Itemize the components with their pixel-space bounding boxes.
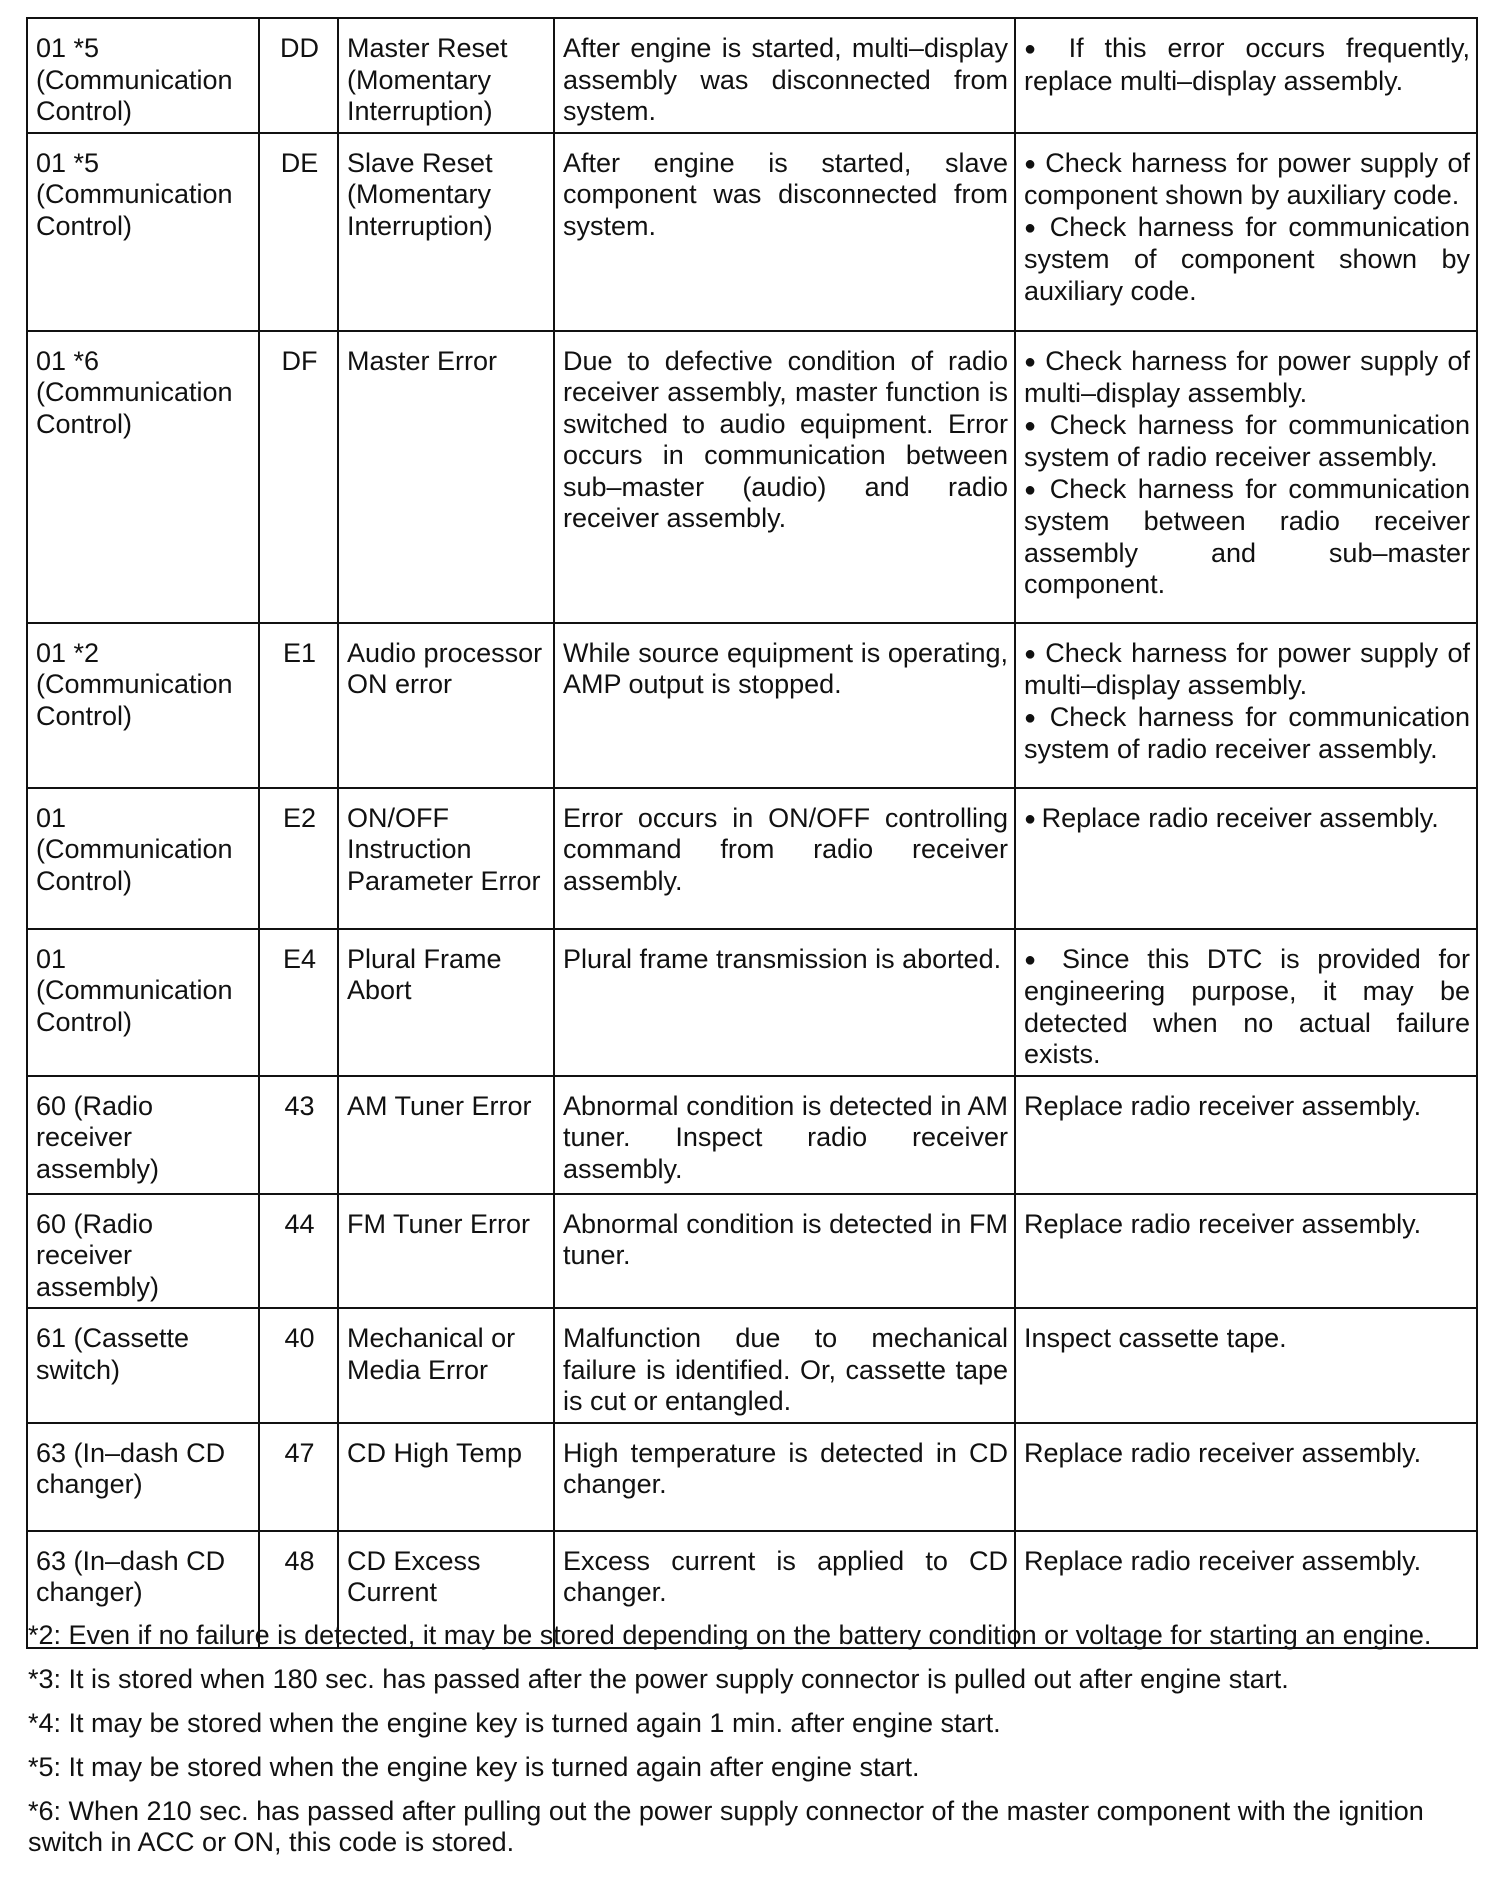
detail-cell: Error occurs in ON/OFF controlling command from radio receiver assembly.	[554, 788, 1015, 929]
action-item: ● Since this DTC is provided for engineering purpose, it may be detected when no actual failure exists.	[1024, 944, 1470, 1071]
name-cell: CD High Temp	[338, 1423, 554, 1531]
dtc-cell: 44	[259, 1194, 338, 1309]
dtc-cell: DD	[259, 18, 338, 133]
table-row	[27, 1308, 1477, 1423]
action-item: ● Check harness for communication system of radio receiver assembly.	[1024, 702, 1470, 766]
action-cell	[1015, 929, 1477, 1076]
detail-cell: Malfunction due to mechanical failure is identified. Or, cassette tape is cut or entangled.	[554, 1308, 1015, 1423]
action-cell	[1015, 331, 1477, 623]
dtc-cell: E2	[259, 788, 338, 929]
code-cell: 01 *5 (Communication Control)	[27, 133, 259, 331]
footnotes	[28, 1620, 1478, 1871]
detail-cell: After engine is started, slave component was disconnected from system.	[554, 133, 1015, 331]
table-row	[27, 788, 1477, 929]
detail-cell: After engine is started, multi–display assembly was disconnected from system.	[554, 18, 1015, 133]
action-item: ● Check harness for communication system of radio receiver assembly.	[1024, 410, 1470, 474]
action-item: ● Check harness for communication system of component shown by auxiliary code.	[1024, 212, 1470, 308]
action-cell: Replace radio receiver assembly.	[1015, 1423, 1477, 1531]
action-cell: Replace radio receiver assembly.	[1015, 1076, 1477, 1194]
name-cell: CD Excess Current	[338, 1531, 554, 1648]
name-cell: Plural Frame Abort	[338, 929, 554, 1076]
action-cell	[1015, 18, 1477, 133]
code-cell: 01 (Communication Control)	[27, 788, 259, 929]
code-cell: 60 (Radio receiver assembly)	[27, 1194, 259, 1309]
table-row	[27, 1194, 1477, 1309]
code-cell: 60 (Radio receiver assembly)	[27, 1076, 259, 1194]
action-cell: Replace radio receiver assembly.	[1015, 1531, 1477, 1648]
dtc-cell: 40	[259, 1308, 338, 1423]
action-item: ● If this error occurs frequently, replace multi–display assembly.	[1024, 33, 1470, 97]
code-cell: 01 *2 (Communication Control)	[27, 623, 259, 788]
action-item: ● Check harness for power supply of component shown by auxiliary code.	[1024, 148, 1470, 212]
dtc-cell: E1	[259, 623, 338, 788]
table-row	[27, 1423, 1477, 1531]
code-cell: 01 *6 (Communication Control)	[27, 331, 259, 623]
detail-cell: High temperature is detected in CD changer.	[554, 1423, 1015, 1531]
code-cell: 01 (Communication Control)	[27, 929, 259, 1076]
name-cell: Slave Reset (Momentary Interruption)	[338, 133, 554, 331]
code-cell: 01 *5 (Communication Control)	[27, 18, 259, 133]
dtc-cell: DF	[259, 331, 338, 623]
footnote: *4: It may be stored when the engine key is turned again 1 min. after engine start.	[28, 1708, 1001, 1738]
action-cell: Inspect cassette tape.	[1015, 1308, 1477, 1423]
table-row	[27, 929, 1477, 1076]
table-row	[27, 331, 1477, 623]
name-cell: Master Error	[338, 331, 554, 623]
footnote: *3: It is stored when 180 sec. has passed after the power supply connector is pulled out after engine start.	[28, 1664, 1289, 1694]
detail-cell: Abnormal condition is detected in AM tuner. Inspect radio receiver assembly.	[554, 1076, 1015, 1194]
action-cell	[1015, 623, 1477, 788]
table-row	[27, 133, 1477, 331]
name-cell: FM Tuner Error	[338, 1194, 554, 1309]
table-row	[27, 623, 1477, 788]
name-cell: Audio processor ON error	[338, 623, 554, 788]
action-item: ● Replace radio receiver assembly.	[1024, 803, 1470, 836]
dtc-cell: 47	[259, 1423, 338, 1531]
action-cell	[1015, 133, 1477, 331]
dtc-cell: 48	[259, 1531, 338, 1648]
name-cell: Master Reset (Momentary Interruption)	[338, 18, 554, 133]
dtc-cell: E4	[259, 929, 338, 1076]
action-cell: Replace radio receiver assembly.	[1015, 1194, 1477, 1309]
action-item: ● Check harness for communication system between radio receiver assembly and sub–master component.	[1024, 474, 1470, 601]
dtc-table	[26, 17, 1478, 1649]
table-row	[27, 18, 1477, 133]
dtc-cell: DE	[259, 133, 338, 331]
detail-cell: Due to defective condition of radio receiver assembly, master function is switched to audio equipment. Error occurs in communication between sub–master (audio) and radio receiver assembly.	[554, 331, 1015, 623]
name-cell: Mechanical or Media Error	[338, 1308, 554, 1423]
detail-cell: Abnormal condition is detected in FM tuner.	[554, 1194, 1015, 1309]
code-cell: 63 (In–dash CD changer)	[27, 1531, 259, 1648]
code-cell: 61 (Cassette switch)	[27, 1308, 259, 1423]
name-cell: AM Tuner Error	[338, 1076, 554, 1194]
action-item: ● Check harness for power supply of multi–display assembly.	[1024, 346, 1470, 410]
detail-cell: Excess current is applied to CD changer.	[554, 1531, 1015, 1648]
footnote: *6: When 210 sec. has passed after pulling out the power supply connector of the master component with the ignition switch in ACC or ON, this code is stored.	[28, 1796, 1424, 1857]
action-item: ● Check harness for power supply of multi–display assembly.	[1024, 638, 1470, 702]
code-cell: 63 (In–dash CD changer)	[27, 1423, 259, 1531]
table-row	[27, 1076, 1477, 1194]
footnote: *2: Even if no failure is detected, it may be stored depending on the battery condition or voltage for starting an engine.	[28, 1620, 1432, 1650]
detail-cell: While source equipment is operating, AMP output is stopped.	[554, 623, 1015, 788]
footnote: *5: It may be stored when the engine key is turned again after engine start.	[28, 1752, 920, 1782]
detail-cell: Plural frame transmission is aborted.	[554, 929, 1015, 1076]
action-cell	[1015, 788, 1477, 929]
name-cell: ON/OFF Instruction Parameter Error	[338, 788, 554, 929]
dtc-cell: 43	[259, 1076, 338, 1194]
